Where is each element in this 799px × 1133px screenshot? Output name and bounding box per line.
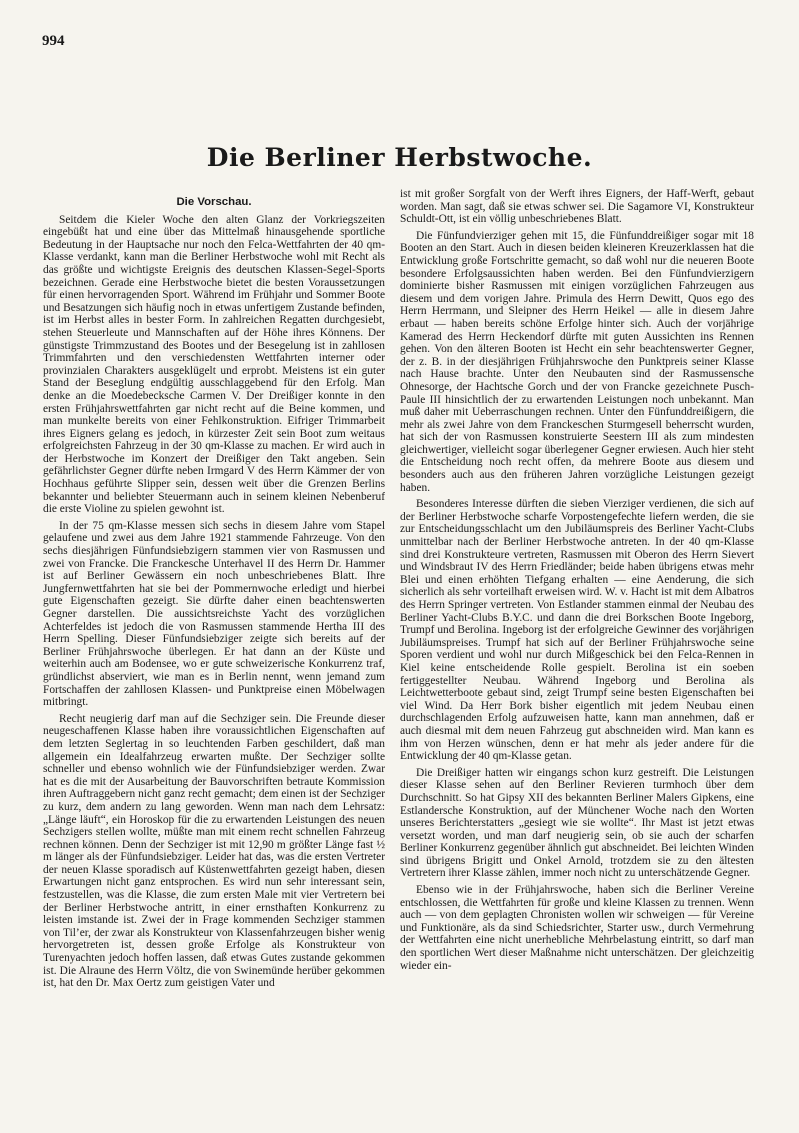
section-heading: Die Vorschau. — [176, 196, 252, 208]
paragraph: Besonderes Interesse dürften die sieben Vierziger verdienen, die sich auf der Berliner Herbstwoche scharfe Vorpostengefechte liefern werden, die sie zur Entscheidungsschlacht um den Jubiläumspreis des Berliner Yacht-Clubs unmittelbar nach der Berliner Herbstwoche antreten. In der 40 qm-Klasse sind drei Konstrukteure vertreten, Rasmussen mit Oberon des Herrn Sievert und Windsbraut IV des Herrn Friedländer; beide haben übrigens etwas mehr Blei und einen erhöhten Tiefgang erhalten — eine Aenderung, die sich sicherlich als sehr vorteilhaft erweisen wird. W. v. Hacht ist mit dem Albatros des Herrn Springer vertreten. Von Estlander stammen einmal der Neubau des Berliner Yacht-Clubs B.Y.C. und dann die drei Borkschen Boote Ingeborg, Trumpf und Berolina. Ingeborg ist der erfolgreiche Gewinner des vorjährigen Jubiläumspreises. Trumpf hat sich auf der Berliner Frühjahrswoche seine Sporen verdient und wohl nur durch Mißgeschick bei den Felca-Rennen in Kiel keine entscheidende Rolle gespielt. Berolina ist ein soeben fertiggestellter Neubau. Während Ingeborg und Berolina als Leichtwetterboote gebaut sind, zeigt Trumpf seine besten Eigenschaften bei viel Wind. Da Herr Bork bisher eigentlich mit jedem Neubau einen durchschlagenden Erfolg aufzuweisen hatte, kann man annehmen, daß er auch diesmal mit dem neuen Fahrzeug gut abschneiden wird. Man kann es ihm von Herzen wünschen, denn er hat mehr als jeder andere für die Entwicklung der 40 qm-Klasse getan. — [400, 498, 754, 763]
paragraph: Die Fünfundvierziger gehen mit 15, die Fünfunddreißiger sogar mit 18 Booten an den Start. Auch in diesen beiden kleineren Kreuzerklassen hat die Entwicklung große Fortschritte gemacht, so daß wohl nur die neueren Boote besondere Erfolgsaussichten haben werden. Bei den Fünfundvierzigern dominierte bisher Rasmussen mit einigen vorzüglichen Fahrzeugen aus diesem und dem vorigen Jahre. Primula des Herrn Dewitt, Quos ego des Herrn Herrmann, und Sleipner des Herrn Heikel — alle in diesem Jahre erbaut — haben bereits schöne Erfolge hinter sich. Auch der vorjährige Kamerad des Herrn Heckendorf dürfte mit guten Aussichten ins Rennen gehen. Von den älteren Booten ist Hecht ein sehr beachtenswerter Gegner, der z. B. in der diesjährigen Frühjahrswoche den Punktpreis seiner Klasse nach Hause brachte. Unter den Neubauten sind der Rasmussensche Ohnesorge, der Hachtsche Gorch und der von Francke gezeichnete Pusch-Paule III hinsichtlich der zu erwartenden Leistungen noch unbekannt. Man muß daher mit Ueberraschungen rechnen. Unter den Fünfunddreißigern, die mehr als zwei Jahre von dem Franckeschen Sturmgesell beherrscht wurden, hat sich der von Rasmussen konstruierte Seestern III als zum mindesten gleichwertiger, vielleicht sogar überlegener Gegner erwiesen. Auch hier steht die Entscheidung noch recht offen, da mehrere Boote aus diesem und besonders auch aus den früheren Jahren vorzügliche Leistungen gezeigt haben. — [400, 229, 754, 494]
paragraph: Recht neugierig darf man auf die Sechziger sein. Die Freunde dieser neugeschaffenen Klasse haben ihre voraussichtlichen Eigenschaften auf dem letzten Seglertag in so leuchtenden Farben geschildert, daß man allgemein ein Idealfahrzeug erwarten mußte. Der Sechziger sollte schneller und ebenso wohnlich wie der Fünfundsiebziger werden. Zwar hat es die mit der Ausarbeitung der Bauvorschriften betraute Kommission ihren Auftraggebern nicht ganz recht gemacht; dem einen ist der Sechziger zu kurz, dem andern zu lang geworden. Wenn man nach dem Lehrsatz: „Länge läuft“, ein Horoskop für die zu erwartenden Leistungen des neuen Sechzigers stellen wollte, müßte man mit einem recht schnellen Fahrzeug rechnen können. Denn der Sechziger ist mit 12,90 m größter Länge fast ½ m länger als der Fünfundsiebziger. Leider hat das, was die ersten Vertreter der neuen Klasse sporadisch auf Küstenwettfahrten gezeigt haben, diesen Erwartungen nicht ganz entsprochen. Es wird nun sehr interessant sein, festzustellen, was die Klasse, die zum ersten Male mit vier Vertretern bei der Berliner Herbstwoche antritt, in einer ernsthaften Konkurrenz zu leisten imstande ist. Zwei der in Frage kommenden Sechziger stammen von Til’er, der zwar als Konstrukteur von Klassenfahrzeugen bisher wenig hervorgetreten ist, dessen große Erfolge als Konstrukteur von Turenyachten jedoch hoffen lassen, daß etwas Gutes zustande gekommen ist. Die Alraune des Herrn Völtz, die von Swinemünde herüber gekommen ist, hat den Dr. Max Oertz zum geistigen Vater und — [43, 712, 385, 990]
paragraph: Seitdem die Kieler Woche den alten Glanz der Vorkriegszeiten eingebüßt hat und eine über das Mittelmaß hinausgehende sportliche Bedeutung in der Hauptsache nur noch den Felca-Wettfahrten der 40 qm-Klasse verdankt, kann man die Berliner Herbstwoche wohl mit Recht als das größte und wichtigste Ereignis des deutschen Klassen-Segel-Sports bezeichnen. Gerade eine Herbstwoche bietet die besten Voraussetzungen für einen hervorragenden Sport. Während im Frühjahr und Sommer Boote und Besatzungen sich häufig noch in etwas unfertigem Zustande befinden, ist im Herbst alles in bester Form. In zahlreichen Regatten durchgesiebt, stehen Steuerleute und Mannschaften auf der Höhe ihres Könnens. Der günstigste Trimmzustand des Bootes und der Besegelung ist in zahllosen Trimmfahrten und den verschiedensten Wettfahrten interner oder provinzialen Charakters ausgeklügelt und erprobt. Meistens ist ein guter Stand der Beseglung endgültig ausschlaggebend für den Erfolg. Man denke an die Moedebecksche Carmen V. Der Dreißiger konnte in den ersten Frühjahrswettfahrten gar nicht recht auf die Beine kommen, und man munkelte bereits von einer Fehlkonstruktion. Eifriger Trimmarbeit ihres Eigners gelang es jedoch, in kürzester Zeit sein Boot zum weitaus erfolgreichsten Fahrzeug in der 30 qm-Klasse zu machen. Er wird auch in der Herbstwoche im Konzert der Dreißiger den Takt angeben. Sein gefährlichster Gegner dürfte neben Irmgard V des Herrn Kämmer der von Hochhaus geführte Slipper sein, dessen weit über die Grenzen Berlins bekannter und beliebter Steuermann auch in seinem kleinen Nebenberuf die erste Violine zu spielen gewohnt ist. — [43, 213, 385, 516]
right-column — [400, 188, 754, 1100]
paragraph: Die Dreißiger hatten wir eingangs schon kurz gestreift. Die Leistungen dieser Klasse sehen auf den Berliner Revieren turmhoch über dem Durchschnitt. So hat Gipsy XII des bekannten Berliner Malers Gipkens, eine Estlandersche Konstruktion, auf der Münchener Woche nach den Worten unseres Berichterstatters „gesiegt wie sie wollte“. Ihr Mast ist jetzt etwas versetzt worden, und man darf neugierig sein, ob sie auch der scharfen Berliner Konkurrenz gegenüber ähnlich gut abschneidet. Bei leichten Winden sind übrigens Brigitt und Onkel Arnold, trotzdem sie zu den ältesten Vertretern ihrer Klasse zählen, immer noch nicht zu unterschätzende Gegner. — [400, 766, 754, 880]
article-title: Die Berliner Herbstwoche. — [206, 143, 593, 172]
left-column — [43, 190, 385, 1100]
paragraph: Ebenso wie in der Frühjahrswoche, haben sich die Berliner Vereine entschlossen, die Wettfahrten für große und kleine Klassen zu trennen. Wenn auch — von dem geplagten Chronisten wollen wir schweigen — für Vereine und Funktionäre, als da sind Schiedsrichter, Starter usw., durch Vermehrung der Wettfahrten eine nicht unerhebliche Mehrbelastung eintritt, so darf man den sportlichen Wert dieser Maßnahme nicht unterschätzen. Der gleichzeitig wieder ein- — [400, 884, 754, 972]
paragraph: In der 75 qm-Klasse messen sich sechs in diesem Jahre vom Stapel gelaufene und zwei aus dem Jahre 1921 stammende Fahrzeuge. Von den sechs diesjährigen Fünfundsiebzigern stammen vier von Rasmussen und zwei von Francke. Die Franckesche Unterhavel II des Herrn Dr. Hammer ist auf Berliner Gewässern ein noch unbeschriebenes Blatt. Ihre Jungfernwettfahrten hat sie bei der Pommernwoche erledigt und hierbei gute Eigenschaften gezeigt. Sie dürfte daher einen beachtenswerten Gegner darstellen. Die aussichtsreichste Yacht des vorzüglichen Achterfeldes ist jedoch die von Rasmussen stammende Hertha III des Herrn Spelling. Dieser Fünfundsiebziger zeigte sich bereits auf der Berliner Frühjahrswoche überlegen. Er hat dann an der Küste und weiterhin auch am Bodensee, wo er gute schweizerische Konkurrenz traf, gründlichst abserviert, wie man es in Berlin nennt, wenn jemand zum Fortschaffen der zahllosen Klassen- und Punktpreise einen Möbelwagen mitbringt. — [43, 519, 385, 709]
paragraph: ist mit großer Sorgfalt von der Werft ihres Eigners, der Haff-Werft, gebaut worden. Man sagt, daß sie etwas schwer sei. Die Sagamore VI, Konstrukteur Schuldt-Ott, ist ein völlig unbeschriebenes Blatt. — [400, 188, 754, 226]
page-number: 994 — [42, 33, 65, 49]
